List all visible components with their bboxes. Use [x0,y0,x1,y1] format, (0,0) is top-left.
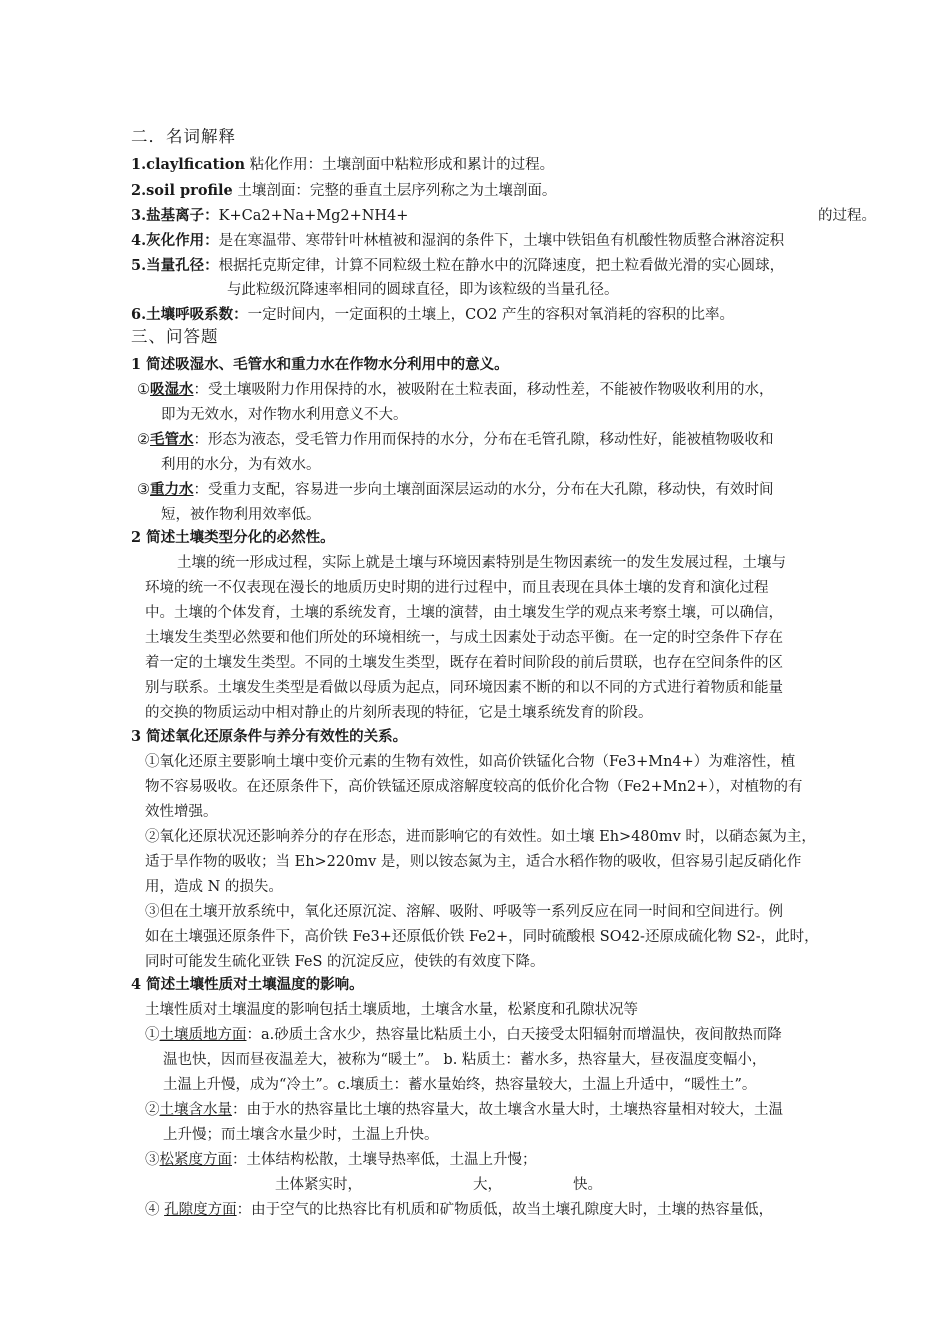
q4-a3-line2-part3: 快。 [573,1177,602,1193]
q4-a4-term: 孔隙度方面 [164,1202,237,1218]
q4-answer-1 [145,1025,782,1045]
q1-a1-term: 吸湿水 [150,381,194,398]
q2-text-line: 中。土壤的个体发育，土壤的系统发育，土壤的演替，由土壤发生学的观点来考察土壤，可以确信， [145,605,783,621]
q1-a3-num: ③ [137,482,150,498]
q1-a1-line2: 即为无效水，对作物水利用意义不大。 [161,407,408,423]
q1-a2-term: 毛管水 [150,431,194,448]
term-6-label: 6.土壤呼吸系数： [131,306,248,323]
q1-a2-line1: ：形态为液态，受毛管力作用而保持的水分，分布在毛管孔隙，移动性好，能被植物吸收和 [193,432,774,448]
term-3-tail: 的过程。 [818,208,876,224]
q4-a4-num: ④ [145,1202,160,1218]
section-heading-terms: 二．名词解释 [131,127,236,146]
question-2-title: 2 简述土壤类型分化的必然性。 [131,529,335,546]
q1-a1-num: ① [137,382,150,398]
q1-a2-num: ② [137,432,150,448]
q4-a3-line2-part2: 大， [473,1177,502,1193]
q2-text-line: 着一定的土壤发生类型。不同的土壤发生类型，既存在着时间阶段的前后贯联，也存在空间条件的区 [145,655,783,671]
q4-a1-num: ① [145,1027,160,1043]
q4-a2-line1: ：由于水的热容量比土壤的热容量大，故土壤含水量大时，土壤热容量相对较大，土温 [232,1102,783,1118]
term-1-definition: 粘化作用：土壤剖面中粘粒形成和累计的过程。 [245,157,555,173]
q4-answer-3 [145,1150,537,1170]
term-3-ions: K+Ca2+Na+Mg2+NH4+ [218,208,409,224]
question-3-title: 3 简述氧化还原条件与养分有效性的关系。 [131,728,408,745]
q3-text-line: 物不容易吸收。在还原条件下，高价铁锰还原成溶解度较高的低价化合物（Fe2+Mn2+），对植物的有 [145,779,803,795]
question-1-title: 1 简述吸湿水、毛管水和重力水在作物水分利用中的意义。 [131,356,509,373]
q4-a1-line2: 温也快，因而昼夜温差大，被称为“暖土”。 b. 粘质土：蓄水多，热容量大，昼夜温度变幅小， [163,1052,767,1068]
term-1 [131,155,554,175]
term-3-label: 3.盐基离子： [131,207,219,224]
q4-answer-4 [145,1200,773,1220]
q3-text-line: ①氧化还原主要影响土壤中变价元素的生物有效性，如高价铁锰化合物（Fe3+Mn4+）为难溶性，植 [145,754,796,770]
term-4-definition: 是在寒温带、寒带针叶林植被和湿润的条件下，土壤中铁铝鱼有机酸性物质整合淋溶淀积 [218,233,785,249]
term-5 [131,256,784,276]
term-1-label: 1.claylfication [131,156,245,173]
q4-a1-line3: 土温上升慢，成为“冷土”。c.壤质土：蓄水量始终，热容量较大，土温上升适中，“暖性土”。 [163,1077,757,1093]
q4-a2-term: 土壤含水量 [159,1102,232,1118]
term-4 [131,231,784,251]
term-2 [131,181,556,201]
q2-text-line: 的交换的物质运动中相对静止的片刻所表现的特征，它是土壤系统发育的阶段。 [145,705,653,721]
q4-a4-line1: ：由于空气的比热容比有机质和矿物质低，故当土壤孔隙度大时，土壤的热容量低， [236,1202,774,1218]
q4-a3-line1: ：土体结构松散，土壤导热率低，土温上升慢； [232,1152,537,1168]
term-6-definition: 一定时间内，一定面积的土壤上，CO2 产生的容积对氧消耗的容积的比率。 [247,307,734,323]
term-4-label: 4.灰化作用： [131,232,219,249]
section-heading-qa: 三、问答题 [131,327,219,346]
q3-text-line: 适于旱作物的吸收；当 Eh>220mv 是，则以铵态氮为主，适合水稻作物的吸收，但容易引起反硝化作 [145,854,802,870]
q4-answer-2 [145,1100,783,1120]
q1-a3-term: 重力水 [150,481,194,498]
q3-text-line: 用，造成 N 的损失。 [145,879,283,895]
q4-intro: 土壤性质对土壤温度的影响包括土壤质地，土壤含水量，松紧度和孔隙状况等 [145,1002,638,1018]
q3-text-line: 同时可能发生硫化亚铁 FeS 的沉淀反应，使铁的有效度下降。 [145,954,545,970]
q2-text-line: 环境的统一不仅表现在漫长的地质历史时期的进行过程中，而且表现在具体土壤的发育和演化过程 [145,580,769,596]
q1-a3-line1: ：受重力支配，容易进一步向土壤剖面深层运动的水分，分布在大孔隙，移动快，有效时间 [193,482,774,498]
q3-text-line: ③但在土壤开放系统中，氧化还原沉淀、溶解、吸附、呼吸等一系列反应在同一时间和空间进行。例 [145,904,783,920]
q1-a3-line2: 短，被作物利用效率低。 [161,507,321,523]
question-4-title: 4 简述土壤性质对土壤温度的影响。 [131,976,364,993]
q4-a3-term: 松紧度方面 [159,1152,232,1168]
q1-answer-2 [137,430,774,450]
q4-a1-line1: ：a.砂质土含水少，热容量比粘质土小，白天接受太阳辐射而增温快，夜间散热而降 [246,1027,782,1043]
q4-a1-term: 土壤质地方面 [159,1027,247,1043]
q1-a1-line1: ：受土壤吸附力作用保持的水，被吸附在土粒表面，移动性差，不能被作物吸收利用的水， [193,382,774,398]
q4-a3-num: ③ [145,1152,160,1168]
q1-answer-1 [137,380,774,400]
term-5-label: 5.当量孔径： [131,257,219,274]
q3-text-line: 效性增强。 [145,804,218,820]
term-3 [131,206,408,226]
q2-text-line: 别与联系。土壤发生类型是看做以母质为起点，同环境因素不断的和以不同的方式进行着物质和能量 [145,680,783,696]
term-2-definition: 土壤剖面：完整的垂直土层序列称之为土壤剖面。 [232,183,557,199]
term-2-label: 2.soil profile [131,182,233,199]
q1-a2-line2: 利用的水分，为有效水。 [161,457,321,473]
q3-text-line: 如在土壤强还原条件下，高价铁 Fe3+还原低价铁 Fe2+，同时硫酸根 SO42-还原成硫化物 S2-，此时， [145,929,819,945]
q4-a2-line2: 上升慢；而土壤含水量少时，土温上升快。 [163,1127,439,1143]
term-5-definition: 根据托克斯定律，计算不同粒级土粒在静水中的沉降速度，把土粒看做光滑的实心圆球， [218,258,785,274]
q4-a3-line2-part1: 土体紧实时， [275,1177,362,1193]
term-6 [131,305,734,325]
term-5-continuation: 与此粒级沉降速率相同的圆球直径，即为该粒级的当量孔径。 [227,282,619,298]
q2-text-line: 土壤的统一形成过程，实际上就是土壤与环境因素特别是生物因素统一的发生发展过程，土壤与 [177,555,786,571]
q4-a2-num: ② [145,1102,160,1118]
q3-text-line: ②氧化还原状况还影响养分的存在形态，进而影响它的有效性。如土壤 Eh>480mv 时，以硝态氮为主， [145,829,816,845]
q2-text-line: 土壤发生类型必然要和他们所处的环境相统一，与成土因素处于动态平衡。在一定的时空条件下存在 [145,630,783,646]
q1-answer-3 [137,480,774,500]
